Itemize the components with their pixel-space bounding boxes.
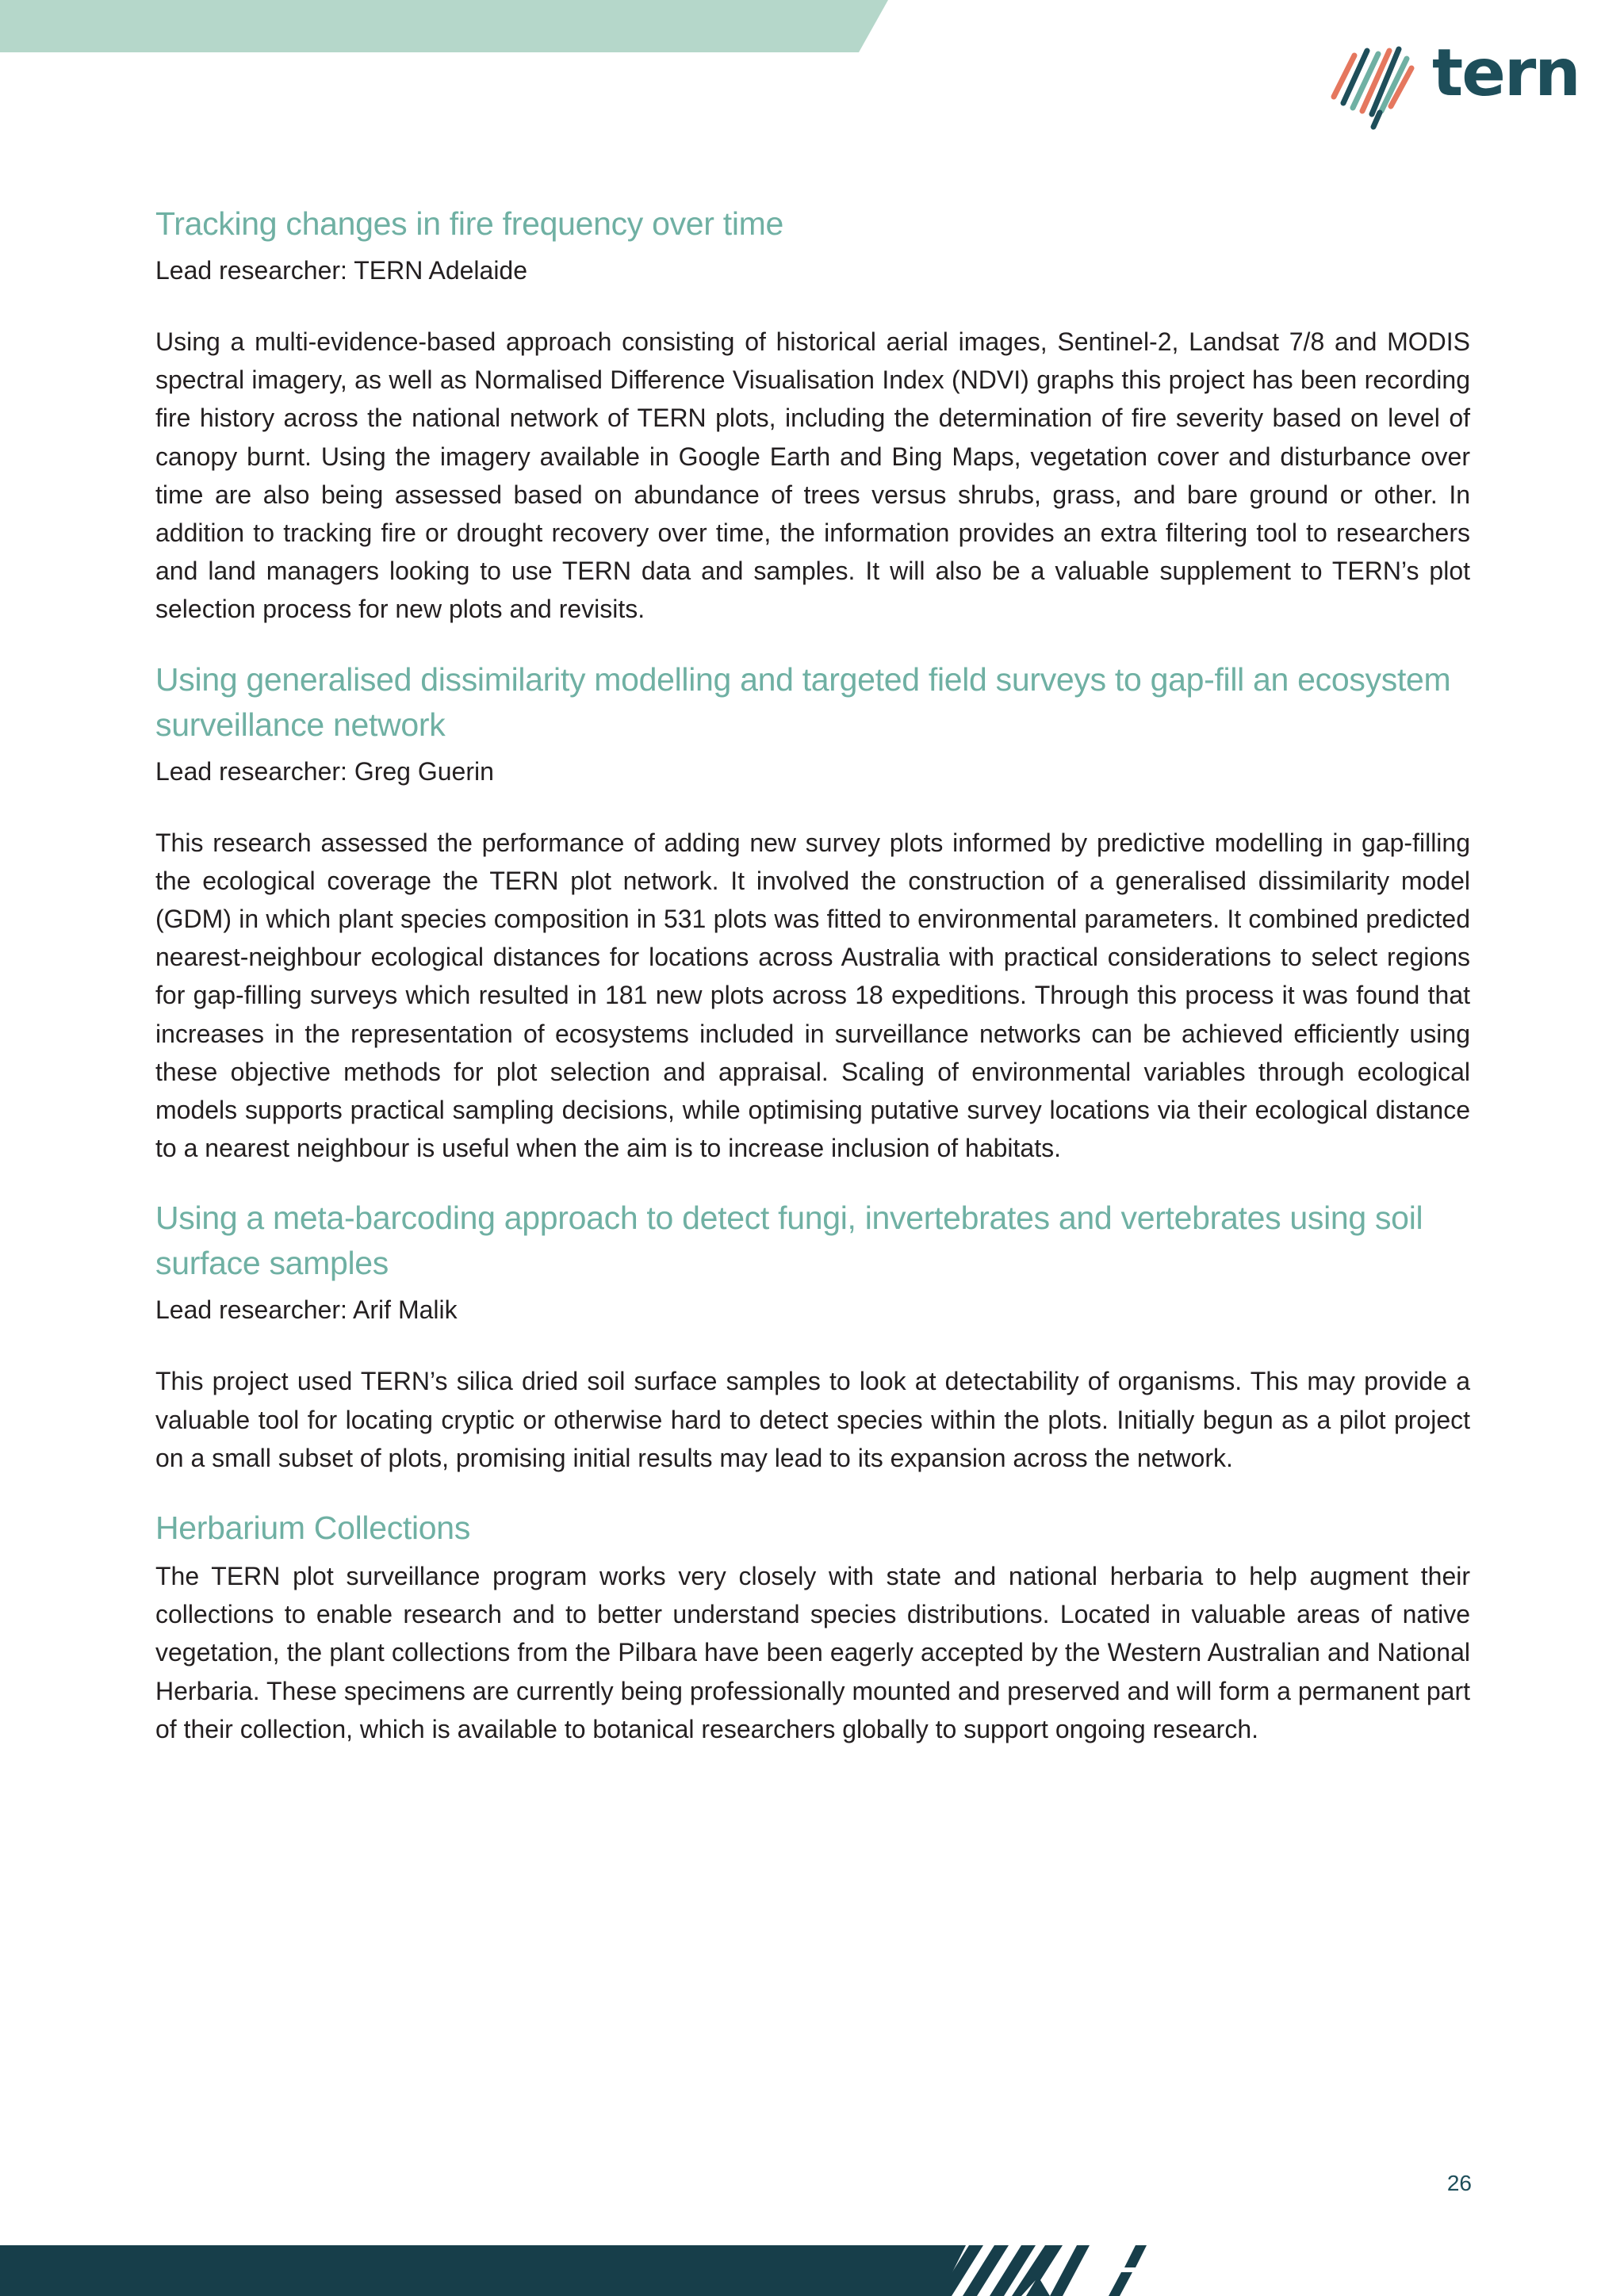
lead-researcher: Lead researcher: Arif Malik (155, 1295, 458, 1325)
australia-hatched-icon (1323, 32, 1426, 135)
main-content (155, 201, 1470, 1777)
top-decorative-band (0, 0, 888, 52)
section-heading: Using generalised dissimilarity modelling and targeted field surveys to gap-fill an ecosystem surveillance network (155, 660, 1451, 743)
logo-wordmark: tern (1432, 36, 1580, 111)
section-body: This research assessed the performance of adding new survey plots informed by predictive modelling in gap-filling the ecological coverage the TERN plot network. It involved the construction of a generalised dissimilarity model (GDM) in which plant species composition in 531 plots was fitted to environmental parameters. It combined predicted nearest-neighbour ecological distances for locations across Australia with practical considerations to select regions for gap-filling surveys which resulted in 181 new plots across 18 expeditions. Through this process it was found that increases in the representation of ecosystems included in surveillance networks can be achieved efficiently using these objective methods for plot selection and appraisal. Scaling of environmental variables through ecological models supports practical sampling decisions, while optimising putative survey locations via their ecological distance to a nearest neighbour is useful when the aim is to increase inclusion of habitats. (155, 828, 1470, 1163)
section-heading: Using a meta-barcoding approach to detect fungi, invertebrates and vertebrates using soil surface samples (155, 1200, 1423, 1282)
section-fire-frequency (155, 201, 1470, 629)
section-heading: Tracking changes in fire frequency over time (155, 205, 783, 242)
page-number: 26 (1446, 2171, 1472, 2195)
section-herbarium (155, 1506, 1470, 1748)
bottom-decorative-band (0, 2245, 1624, 2296)
section-gdm-modelling (155, 657, 1470, 1168)
lead-researcher: Lead researcher: Greg Guerin (155, 756, 494, 786)
lead-researcher: Lead researcher: TERN Adelaide (155, 256, 528, 285)
section-body: Using a multi-evidence-based approach consisting of historical aerial images, Sentinel-2, Landsat 7/8 and MODIS spectral imagery, as well as Normalised Difference Visualisation Index (NDVI) graphs this project has been recording fire history across the national network of TERN plots, including the determination of fire severity based on level of canopy burnt. Using the imagery available in Google Earth and Bing Maps, vegetation cover and disturbance over time are also being assessed based on abundance of trees versus shrubs, grass, and bare ground or other. In addition to tracking fire or drought recovery over time, the information provides an extra filtering tool to researchers and land managers looking to use TERN data and samples. It will also be a valuable supplement to TERN’s plot selection process for new plots and revisits. (155, 327, 1470, 624)
section-meta-barcoding (155, 1196, 1470, 1477)
section-body: The TERN plot surveillance program works very closely with state and national herbaria to help augment their collections to enable research and to better understand species distributions. Located in valuable areas of native vegetation, the plant collections from the Pilbara have been eagerly accepted by the Western Australian and National Herbaria. These specimens are currently being professionally mounted and preserved and will form a permanent part of their collection, which is available to botanical researchers globally to support ongoing research. (155, 1562, 1470, 1743)
section-heading: Herbarium Collections (155, 1510, 471, 1547)
section-body: This project used TERN’s silica dried soil surface samples to look at detectability of organisms. This may provide a valuable tool for locating cryptic or otherwise hard to detect species within the plots. Initially begun as a pilot project on a small subset of plots, promising initial results may lead to its expansion across the network. (155, 1367, 1470, 1472)
